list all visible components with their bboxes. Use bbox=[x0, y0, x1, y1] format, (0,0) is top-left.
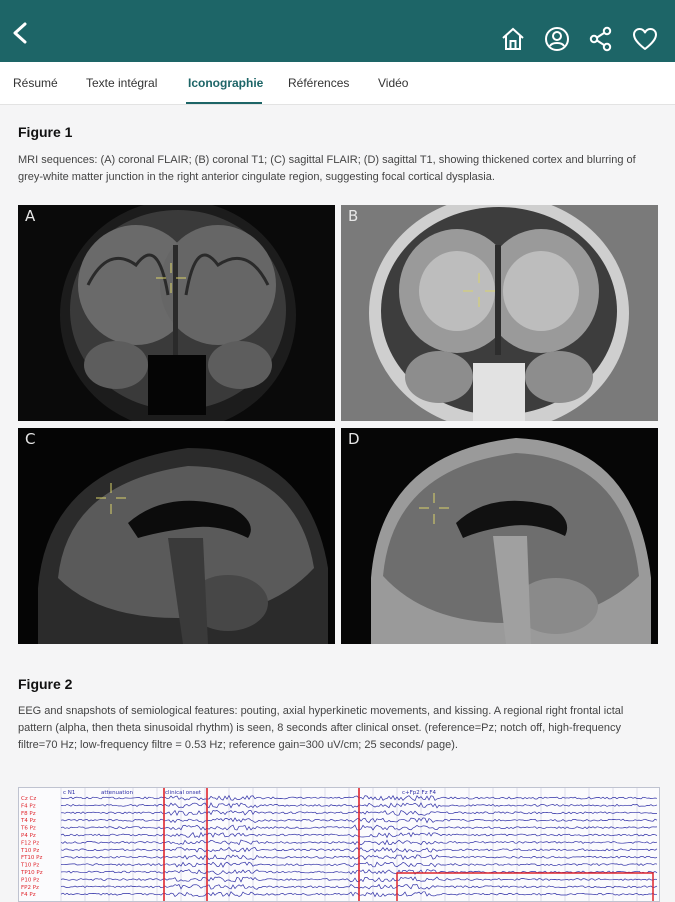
eeg-channel-label: F12 Pz bbox=[21, 840, 40, 847]
mri-image-b bbox=[341, 205, 658, 421]
eeg-channel-label: FT10 Pz bbox=[21, 855, 43, 862]
home-icon[interactable] bbox=[499, 25, 527, 53]
mri-panel-d bbox=[341, 428, 658, 644]
eeg-channel-label: Cz Cz bbox=[21, 796, 37, 802]
mri-panel-a bbox=[18, 205, 335, 421]
heart-icon[interactable] bbox=[631, 25, 659, 53]
figure-2-title: Figure 2 bbox=[18, 676, 73, 692]
eeg-channel-label: P4 Pz bbox=[21, 833, 36, 839]
eeg-annotation: c N1 bbox=[63, 790, 76, 796]
figure-1-title: Figure 1 bbox=[18, 124, 73, 140]
tab-references[interactable]: Références bbox=[288, 76, 350, 90]
app-header bbox=[0, 0, 675, 62]
eeg-channel-label: F8 Pz bbox=[21, 810, 36, 817]
eeg-channel-label: T10 Pz bbox=[21, 847, 40, 854]
eeg-channel-label: T10 Pz bbox=[21, 862, 40, 869]
panel-label-c: C bbox=[25, 430, 36, 448]
tab-video[interactable]: Vidéo bbox=[378, 76, 409, 90]
account-icon[interactable] bbox=[543, 25, 571, 53]
eeg-trace bbox=[19, 788, 659, 901]
mri-panel-b bbox=[341, 205, 658, 421]
tab-bar bbox=[0, 62, 675, 105]
mri-panel-c bbox=[18, 428, 335, 644]
share-icon[interactable] bbox=[587, 25, 615, 53]
eeg-channel-label: P10 Pz bbox=[21, 877, 40, 884]
eeg-channel-label: T6 Pz bbox=[21, 825, 36, 832]
back-arrow-icon[interactable] bbox=[8, 20, 34, 46]
eeg-figure[interactable] bbox=[18, 787, 660, 902]
mri-image-c bbox=[18, 428, 335, 644]
eeg-channel-label: F4 Pz bbox=[21, 803, 36, 810]
figure-2-caption: EEG and snapshots of semiological features: pouting, axial hyperkinetic movements, and kissing. A regional right frontal ictal pattern (alpha, then theta sinusoidal rhythm) is seen, 8 seconds after clinical onset. (reference=Pz; notch off, high-frequency filtre=70 Hz; low-frequency filtre = 0.53 Hz; reference gain=300 uV/cm; 25 seconds/ page). bbox=[18, 705, 624, 751]
eeg-channel-label: FP2 Pz bbox=[21, 884, 39, 891]
eeg-channel-label: T4 Pz bbox=[21, 818, 36, 825]
eeg-channel-label: TP10 Pz bbox=[21, 870, 43, 876]
header-actions bbox=[499, 25, 659, 53]
panel-label-a: A bbox=[25, 207, 36, 225]
eeg-channel-label: F4 Pz bbox=[21, 892, 36, 899]
tab-resume[interactable]: Résumé bbox=[13, 76, 58, 90]
figure-1-caption: MRI sequences: (A) coronal FLAIR; (B) coronal T1; (C) sagittal FLAIR; (D) sagittal T1, showing thickened cortex and blurring of grey-white matter junction in the right anterior cingulate region, suggesting focal cortical dysplasia. bbox=[18, 154, 636, 183]
panel-label-b: B bbox=[348, 207, 359, 225]
eeg-annotation: attenuation bbox=[101, 790, 133, 796]
eeg-annotation: c+Fp2 Fz F4 bbox=[402, 790, 436, 796]
mri-image-d bbox=[341, 428, 658, 644]
panel-label-d: D bbox=[348, 430, 360, 448]
mri-image-a bbox=[18, 205, 335, 421]
eeg-annotation: clinical onset bbox=[165, 790, 202, 796]
tab-iconographie[interactable]: Iconographie bbox=[188, 76, 264, 90]
tab-texte-integral[interactable]: Texte intégral bbox=[86, 76, 158, 90]
active-tab-indicator bbox=[186, 102, 262, 104]
